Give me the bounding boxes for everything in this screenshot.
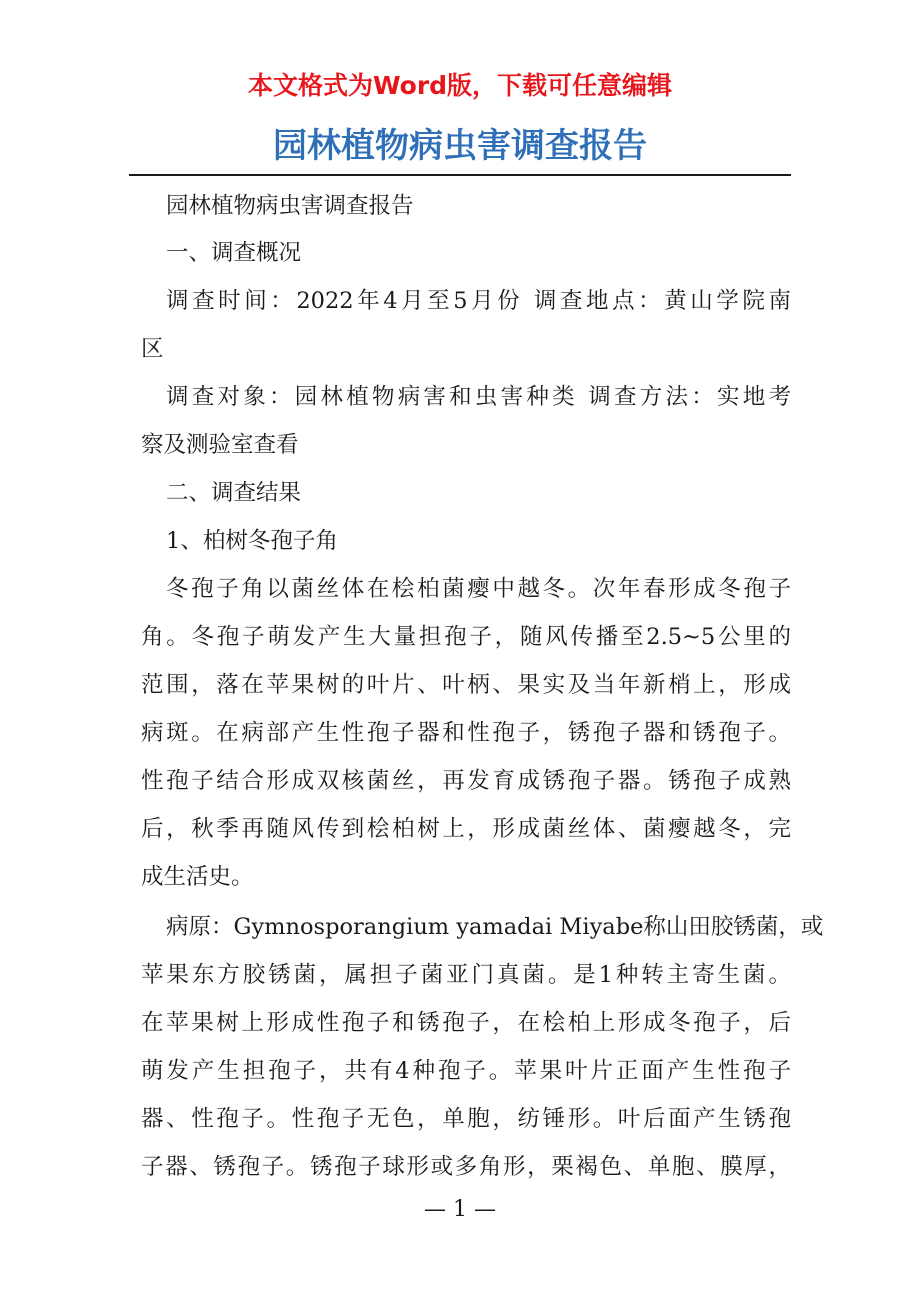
format-notice-banner: 本文格式为Word版，下载可任意编辑: [247, 71, 673, 100]
paragraph-line: 子器、锈孢子。锈孢子球形或多角形，栗褐色、单胞、膜厚，: [141, 1154, 791, 1180]
paragraph-line: 调查时间：2022年4月至5月份 调查地点：黄山学院南: [166, 288, 791, 314]
page-number: — 1 —: [424, 1197, 496, 1222]
paragraph-line: 器、性孢子。性孢子无色，单胞，纺锤形。叶后面产生锈孢: [141, 1106, 791, 1132]
paragraph-line: 冬孢子角以菌丝体在桧柏菌瘿中越冬。次年春形成冬孢子: [166, 576, 791, 602]
paragraph-line: 后，秋季再随风传到桧柏树上，形成菌丝体、菌瘿越冬，完: [141, 816, 791, 842]
paragraph-line: 角。冬孢子萌发产生大量担孢子，随风传播至2.5~5公里的: [141, 624, 791, 650]
title-divider: [129, 174, 791, 176]
section-heading: 一、调查概况: [166, 240, 302, 266]
paragraph-line: 病斑。在病部产生性孢子器和性孢子，锈孢子器和锈孢子。: [141, 720, 791, 746]
paragraph-line: 苹果东方胶锈菌，属担子菌亚门真菌。是1种转主寄生菌。: [141, 962, 791, 988]
section-heading: 二、调查结果: [166, 480, 302, 506]
paragraph-line: 病原：Gymnosporangium yamadai Miyabe称山田胶锈菌，或: [166, 914, 824, 940]
paragraph-line: 范围，落在苹果树的叶片、叶柄、果实及当年新梢上，形成: [141, 672, 791, 698]
paragraph-line: 调查对象：园林植物病害和虫害种类 调查方法：实地考: [166, 384, 791, 410]
document-title: 园林植物病虫害调查报告: [273, 126, 647, 166]
paragraph-line: 成生活史。: [141, 864, 254, 890]
paragraph-line: 性孢子结合形成双核菌丝，再发育成锈孢子器。锈孢子成熟: [141, 768, 791, 794]
paragraph-line: 察及测验室查看: [141, 432, 299, 458]
subsection-heading: 1、柏树冬孢子角: [166, 528, 338, 554]
paragraph-line: 区: [141, 336, 164, 362]
paragraph-line: 园林植物病虫害调查报告: [166, 193, 414, 219]
paragraph-line: 在苹果树上形成性孢子和锈孢子，在桧柏上形成冬孢子，后: [141, 1010, 791, 1036]
paragraph-line: 萌发产生担孢子，共有4种孢子。苹果叶片正面产生性孢子: [141, 1058, 791, 1084]
